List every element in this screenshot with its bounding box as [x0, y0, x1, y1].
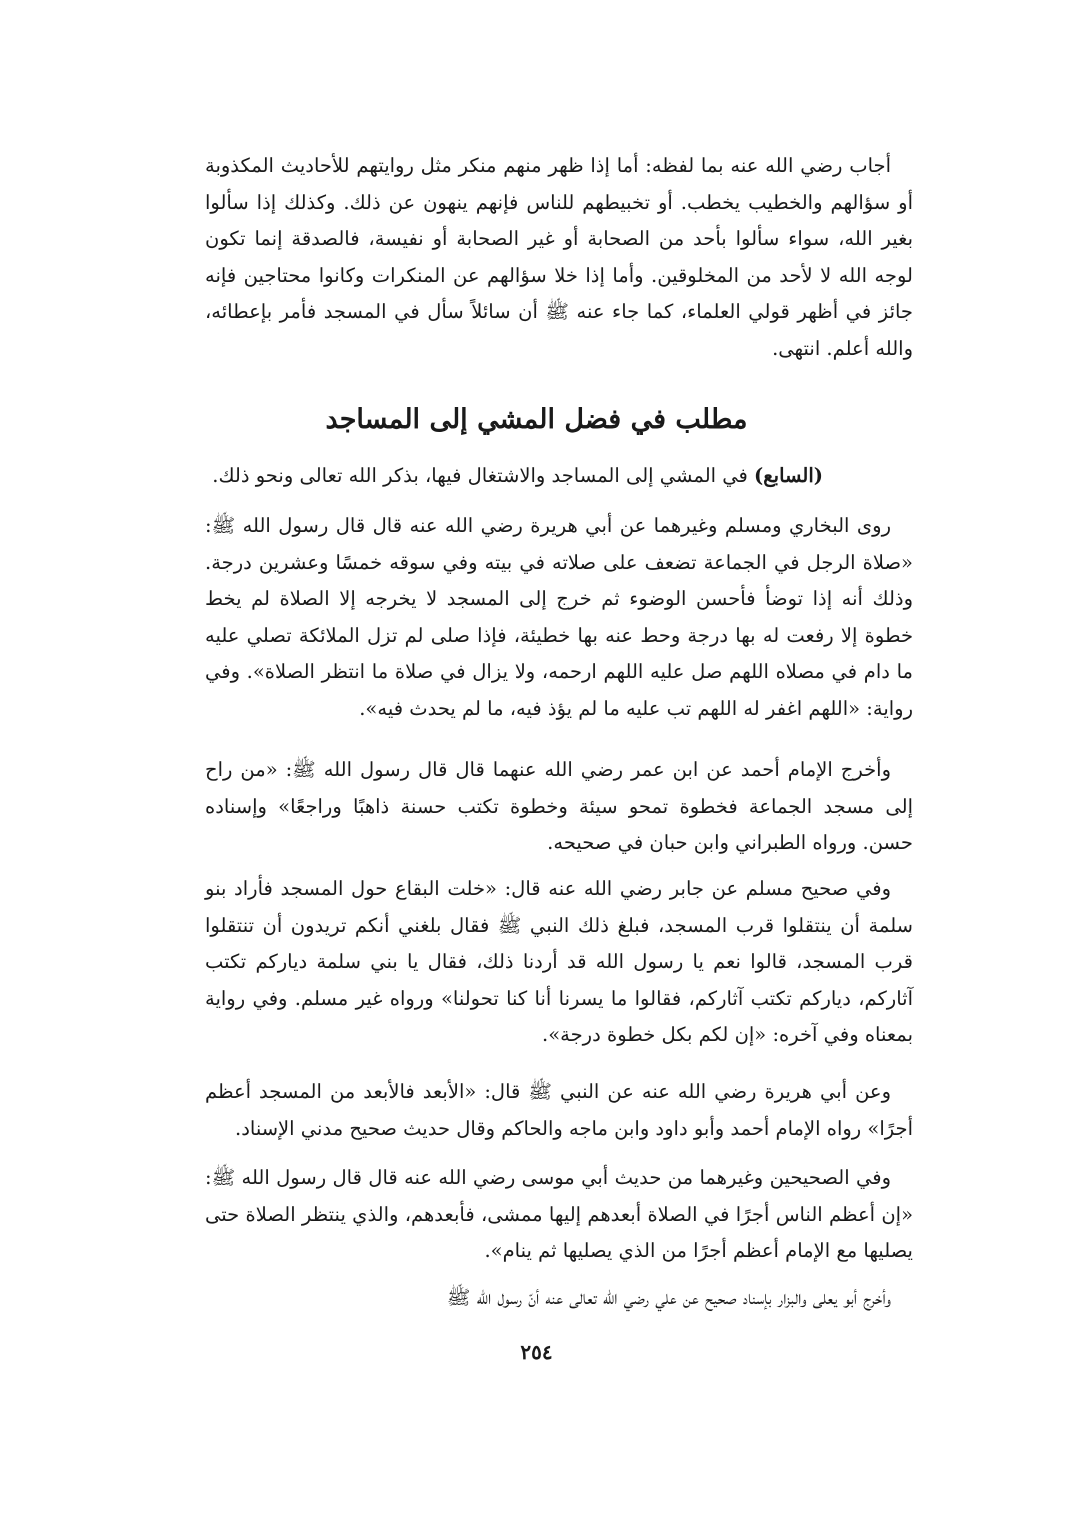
paragraph-seventh-text — [205, 458, 913, 495]
paragraph-ahmad-text: وأخرج الإمام أحمد عن ابن عمر رضي الله عنهما قال قال رسول الله ﷺ: «من راح إلى مسجد الجماعة فخطوة تمحو سيئة وخطوة تكتب حسنة ذاهبًا وراجعًا» وإسناده حسن. ورواه الطبراني وابن حبان في صحيحه. — [205, 758, 913, 855]
page-number: ٢٥٤ — [520, 1340, 553, 1364]
paragraph-jabir-text: وفي صحيح مسلم عن جابر رضي الله عنه قال: «خلت البقاع حول المسجد فأراد بنو سلمة أن ينتقلوا قرب المسجد، فبلغ ذلك النبي ﷺ فقال بلغني أنكم تريدون أن تنتقلوا قرب المسجد، قالوا نعم يا رسول الله قد أردنا ذلك، فقال يا بني سلمة دياركم تكتب آثاركم، دياركم تكتب آثاركم، فقالوا ما يسرنا أنا كنا تحولنا» ورواه غير مسلم. وفي رواية بمعناه وفي آخره: «إن لكم بكل خطوة درجة». — [205, 877, 913, 1047]
paragraph-ahmad — [205, 752, 913, 862]
paragraph-abuhurayra — [205, 1074, 913, 1147]
paragraph-abuyala — [205, 1280, 913, 1317]
seventh-lead: (السابع) — [754, 464, 823, 487]
paragraph-intro-text: أجاب رضي الله عنه بما لفظه: أما إذا ظهر منهم منكر مثل روايتهم للأحاديث المكذوبة أو سؤالهم والخطيب يخطب. أو تخبيطهم للناس فإنهم ينهون عن ذلك. وكذلك إذا سألوا بغير الله، سواء سألوا بأحد من الصحابة أو غير الصحابة أو نفيسة، فالصدقة إنما تكون لوجه الله لا لأحد من المخلوقين. وأما إذا خلا سؤالهم عن المنكرات وكانوا محتاجين فإنه جائز في أظهر قولي العلماء، كما جاء عنه ﷺ أن سائلاً سأل في المسجد فأمر بإعطائه، والله أعلم. انتهى. — [205, 154, 913, 360]
paragraph-abuhurayra-text: وعن أبي هريرة رضي الله عنه عن النبي ﷺ قال: «الأبعد فالأبعد من المسجد أعظم أجرًا» رواه الإمام أحمد وأبو داود وابن ماجه والحاكم وقال حديث صحيح مدني الإسناد. — [205, 1080, 913, 1140]
section-heading: مطلب في فضل المشي إلى المساجد — [325, 404, 748, 435]
paragraph-abuyala-text: وأخرج أبو يعلى والبزار بإسناد صحيح عن علي رضي الله تعالى عنه أنّ رسول الله ﷺ — [446, 1286, 891, 1309]
paragraph-jabir — [205, 871, 913, 1054]
paragraph-intro — [205, 148, 913, 368]
paragraph-bukhari-text: روى البخاري ومسلم وغيرهما عن أبي هريرة رضي الله عنه قال قال رسول الله ﷺ: «صلاة الرجل في الجماعة تضعف على صلاته في بيته وفي سوقه خمسًا وعشرين درجة. وذلك أنه إذا توضأ فأحسن الوضوء ثم خرج إلى المسجد لا يخرجه إلا الصلاة لم يخط خطوة إلا رفعت له بها درجة وحط عنه بها خطيئة، فإذا صلى لم تزل الملائكة تصلي عليه ما دام في مصلاه اللهم صل عليه اللهم ارحمه، ولا يزال في صلاة ما انتظر الصلاة». وفي رواية: «اللهم اغفر له اللهم تب عليه ما لم يؤذ فيه، ما لم يحدث فيه». — [205, 514, 913, 720]
paragraph-sahihayn — [205, 1160, 913, 1270]
paragraph-sahihayn-text: وفي الصحيحين وغيرهما من حديث أبي موسى رضي الله عنه قال قال رسول الله ﷺ: «إن أعظم الناس أجرًا في الصلاة أبعدهم إليها ممشى، فأبعدهم، والذي ينتظر الصلاة حتى يصليها مع الإمام أعظم أجرًا من الذي يصليها ثم ينام». — [205, 1166, 913, 1263]
seventh-rest: في المشي إلى المساجد والاشتغال فيها، بذكر الله تعالى ونحو ذلك. — [212, 464, 755, 487]
paragraph-bukhari — [205, 508, 913, 728]
paragraph-seventh — [205, 458, 913, 495]
